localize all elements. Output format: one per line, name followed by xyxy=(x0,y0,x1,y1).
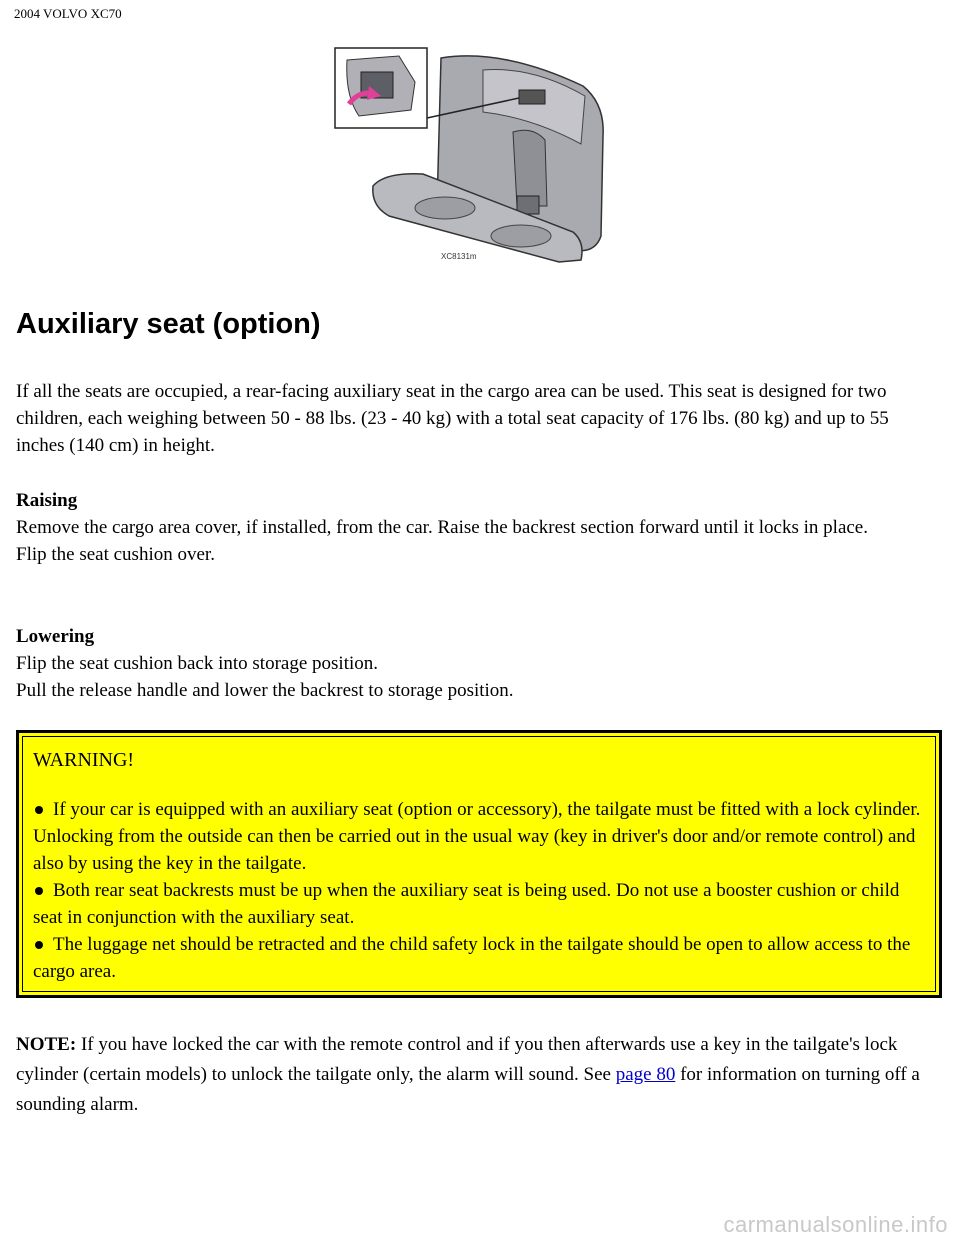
raising-section xyxy=(16,487,941,568)
raising-step-1: Remove the cargo area cover, if installed, from the car. Raise the backrest section forward until it locks in place. xyxy=(16,517,868,538)
warning-box xyxy=(16,730,942,998)
site-watermark: carmanualsonline.info xyxy=(723,1212,948,1237)
lock-latch xyxy=(519,90,545,104)
warning-bullet-text: If your car is equipped with an auxiliary seat (option or accessory), the tailgate must be fitted with a lock cylinder. Unlocking from the outside can then be carried out in the usual way (key in driver's door and/or remote control) and also by using the key in the tailgate. xyxy=(33,799,921,874)
warning-bullet-text: The luggage net should be retracted and the child safety lock in the tailgate should be open to allow access to the cargo area. xyxy=(33,934,911,982)
warning-bullet-text: Both rear seat backrests must be up when the auxiliary seat is being used. Do not use a booster cushion or child seat in conjunction with the auxiliary seat. xyxy=(33,880,900,928)
warning-box-inner xyxy=(22,736,936,992)
warning-title: WARNING! xyxy=(33,749,135,771)
lowering-step-1: Flip the seat cushion back into storage position. xyxy=(16,653,379,674)
raising-heading: Raising xyxy=(16,490,78,511)
page-title: Auxiliary seat (option) xyxy=(16,308,321,340)
cushion-pad-left xyxy=(415,197,475,219)
note-text-before: If you have locked the car with the remote control and if you then afterwards use a key in the tailgate's lock cylinder (certain models) to unlock the tailgate only, the alarm will sound. See xyxy=(16,1034,898,1085)
seat-diagram xyxy=(333,46,625,264)
auxiliary-seat-illustration xyxy=(333,46,625,264)
bullet-icon xyxy=(35,887,43,895)
lowering-step-2: Pull the release handle and lower the backrest to storage position. xyxy=(16,680,514,701)
note-paragraph xyxy=(16,1030,941,1120)
lowering-section xyxy=(16,623,941,704)
cushion-pad-right xyxy=(491,225,551,247)
figure-code: XC8131m xyxy=(441,252,477,261)
intro-paragraph: If all the seats are occupied, a rear-facing auxiliary seat in the cargo area can be used. This seat is designed for two children, each weighing between 50 - 88 lbs. (23 - 40 kg) with a total seat capacity of 176 lbs. (80 kg) and up to 55 inches (140 cm) in height. xyxy=(16,381,889,456)
bullet-icon xyxy=(35,806,43,814)
page-80-link[interactable]: page 80 xyxy=(615,1064,676,1085)
backrest-recess xyxy=(513,130,547,206)
raising-step-2: Flip the seat cushion over. xyxy=(16,544,215,565)
lowering-heading: Lowering xyxy=(16,626,95,647)
note-label: NOTE: xyxy=(16,1034,77,1055)
bullet-icon xyxy=(35,941,43,949)
note-text-after: for information on turning off a sounding alarm. xyxy=(16,1064,920,1115)
warning-bullet xyxy=(33,796,925,877)
warning-bullet xyxy=(33,877,925,931)
page-header: 2004 VOLVO XC70 xyxy=(14,6,122,21)
warning-bullet xyxy=(33,931,925,985)
